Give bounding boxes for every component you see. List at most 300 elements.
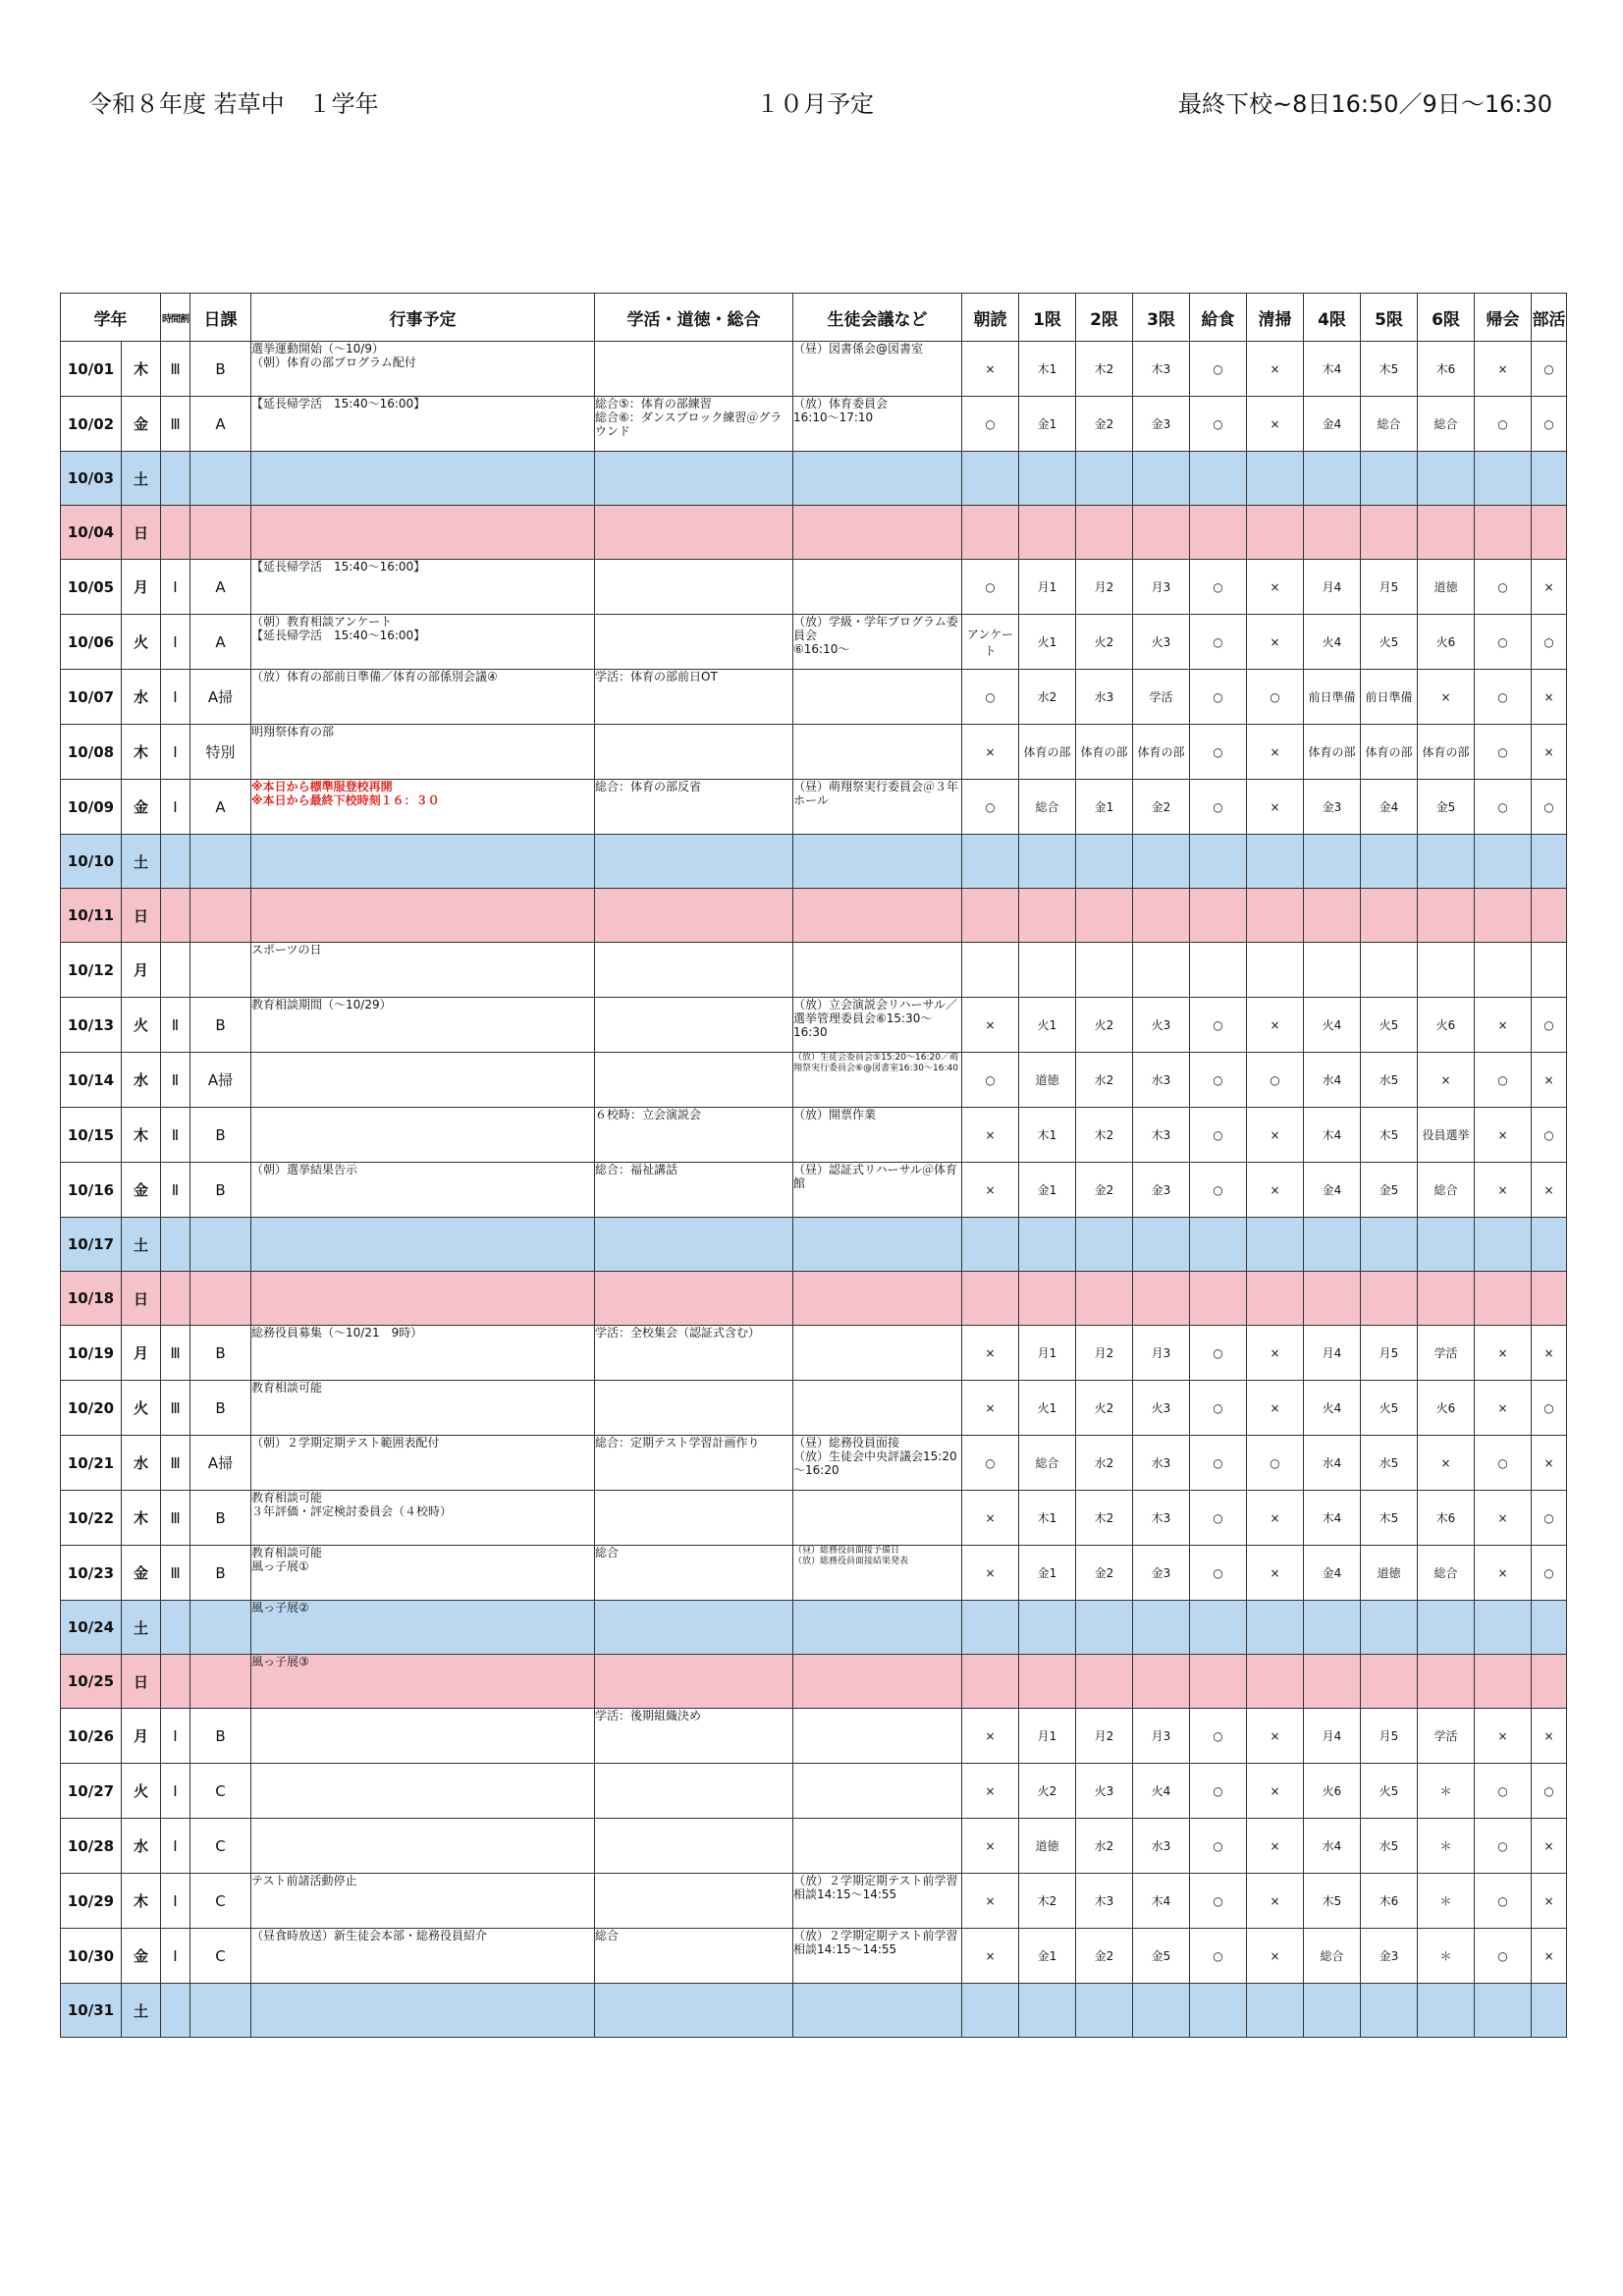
col-header-grade: 学年 (61, 294, 161, 342)
weekday-cell: 木 (122, 1874, 161, 1929)
homeroom-cell: 学活：体育の部前日OT (595, 670, 793, 725)
period-3-cell (1133, 506, 1190, 560)
date-cell: 10/22 (61, 1491, 122, 1546)
closing-cell: ○ (1475, 1764, 1532, 1819)
closing-cell: × (1475, 1491, 1532, 1546)
table-row (61, 342, 1567, 397)
period-4-cell (1304, 1218, 1361, 1272)
event-cell: スポーツの日 (251, 943, 595, 998)
timetable-cell (161, 835, 190, 889)
lunch-cell: ○ (1190, 1053, 1247, 1108)
period-3-cell: 金3 (1133, 397, 1190, 452)
club-cell: × (1532, 1326, 1567, 1381)
period-2-cell (1076, 1272, 1133, 1326)
council-cell: （放）２学期定期テスト前学習相談14:15～14:55 (793, 1874, 962, 1929)
lunch-cell: ○ (1190, 342, 1247, 397)
period-4-cell: 水4 (1304, 1053, 1361, 1108)
period-1-cell: 道徳 (1019, 1819, 1076, 1874)
daily-type-cell: A掃 (190, 1053, 251, 1108)
period-5-cell: 木5 (1361, 1491, 1418, 1546)
club-cell (1532, 943, 1567, 998)
timetable-cell: Ⅰ (161, 1819, 190, 1874)
weekday-cell: 日 (122, 1272, 161, 1326)
period-2-cell: 木2 (1076, 1491, 1133, 1546)
period-6-cell: ＊ (1418, 1929, 1475, 1984)
daily-type-cell (190, 889, 251, 943)
period-5-cell (1361, 943, 1418, 998)
col-header-period-2: 2限 (1076, 294, 1133, 342)
period-2-cell: 水2 (1076, 1436, 1133, 1491)
table-row (61, 725, 1567, 780)
closing-cell: ○ (1475, 1929, 1532, 1984)
period-3-cell (1133, 889, 1190, 943)
morning-reading-cell (962, 835, 1019, 889)
lunch-cell: ○ (1190, 1108, 1247, 1163)
council-cell (793, 1272, 962, 1326)
table-row (61, 1819, 1567, 1874)
weekday-cell: 水 (122, 1819, 161, 1874)
council-cell (793, 560, 962, 615)
period-5-cell (1361, 835, 1418, 889)
club-cell: × (1532, 725, 1567, 780)
header-month: １０月予定 (756, 90, 874, 118)
cleaning-cell: × (1247, 397, 1304, 452)
closing-cell: × (1475, 1709, 1532, 1764)
table-row (61, 615, 1567, 670)
weekday-cell: 日 (122, 889, 161, 943)
period-6-cell (1418, 1272, 1475, 1326)
period-6-cell (1418, 835, 1475, 889)
date-cell: 10/21 (61, 1436, 122, 1491)
period-6-cell: 火6 (1418, 998, 1475, 1053)
daily-type-cell (190, 1218, 251, 1272)
period-5-cell: 木5 (1361, 1108, 1418, 1163)
period-1-cell (1019, 1218, 1076, 1272)
period-3-cell (1133, 835, 1190, 889)
cleaning-cell: × (1247, 1381, 1304, 1436)
timetable-cell (161, 1218, 190, 1272)
morning-reading-cell (962, 1218, 1019, 1272)
cleaning-cell: ○ (1247, 1053, 1304, 1108)
event-cell: 教育相談可能 風っ子展① (251, 1546, 595, 1601)
period-3-cell (1133, 1218, 1190, 1272)
period-1-cell: 月1 (1019, 560, 1076, 615)
closing-cell: × (1475, 1163, 1532, 1218)
col-header-cleaning: 清掃 (1247, 294, 1304, 342)
lunch-cell: ○ (1190, 780, 1247, 835)
cleaning-cell: ○ (1247, 1436, 1304, 1491)
club-cell (1532, 1601, 1567, 1655)
council-cell (793, 670, 962, 725)
date-cell: 10/19 (61, 1326, 122, 1381)
period-5-cell: 体育の部 (1361, 725, 1418, 780)
weekday-cell: 金 (122, 1546, 161, 1601)
council-cell (793, 1655, 962, 1709)
col-header-period-4: 4限 (1304, 294, 1361, 342)
cleaning-cell (1247, 835, 1304, 889)
period-3-cell: 木3 (1133, 342, 1190, 397)
col-header-club: 部活 (1532, 294, 1567, 342)
daily-type-cell: B (190, 1326, 251, 1381)
period-1-cell: 木2 (1019, 1874, 1076, 1929)
table-row (61, 889, 1567, 943)
period-4-cell (1304, 1601, 1361, 1655)
period-1-cell (1019, 1601, 1076, 1655)
daily-type-cell (190, 1655, 251, 1709)
period-1-cell (1019, 1655, 1076, 1709)
period-4-cell (1304, 835, 1361, 889)
lunch-cell: ○ (1190, 397, 1247, 452)
club-cell: ○ (1532, 1764, 1567, 1819)
club-cell (1532, 889, 1567, 943)
morning-reading-cell: × (962, 1874, 1019, 1929)
period-6-cell (1418, 1655, 1475, 1709)
daily-type-cell: B (190, 1709, 251, 1764)
period-3-cell: 木3 (1133, 1491, 1190, 1546)
daily-type-cell: B (190, 998, 251, 1053)
period-3-cell (1133, 943, 1190, 998)
period-5-cell: 金3 (1361, 1929, 1418, 1984)
homeroom-cell (595, 998, 793, 1053)
homeroom-cell (595, 615, 793, 670)
col-header-timetable: 時間割 (161, 294, 190, 342)
council-cell (793, 1601, 962, 1655)
period-4-cell (1304, 1655, 1361, 1709)
header-dismissal-time: 最終下校~8日16:50／9日～16:30 (1178, 90, 1552, 118)
morning-reading-cell: × (962, 1381, 1019, 1436)
period-5-cell: 水5 (1361, 1819, 1418, 1874)
daily-type-cell (190, 1272, 251, 1326)
homeroom-cell (595, 943, 793, 998)
event-cell (251, 1053, 595, 1108)
morning-reading-cell: ○ (962, 560, 1019, 615)
council-cell (793, 1326, 962, 1381)
lunch-cell: ○ (1190, 1709, 1247, 1764)
club-cell: ○ (1532, 1546, 1567, 1601)
event-cell: （朝）教育相談アンケート 【延長帰学活 15:40～16:00】 (251, 615, 595, 670)
period-3-cell: 木3 (1133, 1108, 1190, 1163)
period-4-cell (1304, 889, 1361, 943)
closing-cell: ○ (1475, 725, 1532, 780)
closing-cell: × (1475, 1381, 1532, 1436)
col-header-period-3: 3限 (1133, 294, 1190, 342)
club-cell: ○ (1532, 998, 1567, 1053)
period-1-cell (1019, 1984, 1076, 2038)
daily-type-cell: B (190, 1546, 251, 1601)
date-cell: 10/31 (61, 1984, 122, 2038)
closing-cell: ○ (1475, 1053, 1532, 1108)
cleaning-cell (1247, 889, 1304, 943)
daily-type-cell: 特別 (190, 725, 251, 780)
club-cell: ○ (1532, 780, 1567, 835)
period-1-cell (1019, 506, 1076, 560)
date-cell: 10/09 (61, 780, 122, 835)
period-5-cell: 火5 (1361, 1764, 1418, 1819)
daily-type-cell: C (190, 1764, 251, 1819)
daily-type-cell (190, 835, 251, 889)
lunch-cell (1190, 1272, 1247, 1326)
period-2-cell: 金2 (1076, 397, 1133, 452)
daily-type-cell: B (190, 1108, 251, 1163)
homeroom-cell (595, 560, 793, 615)
club-cell (1532, 1218, 1567, 1272)
closing-cell (1475, 889, 1532, 943)
daily-type-cell: C (190, 1874, 251, 1929)
lunch-cell: ○ (1190, 1929, 1247, 1984)
lunch-cell (1190, 835, 1247, 889)
period-1-cell: 木1 (1019, 1108, 1076, 1163)
period-4-cell: 水4 (1304, 1436, 1361, 1491)
cleaning-cell: ○ (1247, 670, 1304, 725)
event-cell (251, 1984, 595, 2038)
council-cell: （放）開票作業 (793, 1108, 962, 1163)
event-cell (251, 889, 595, 943)
closing-cell: ○ (1475, 1436, 1532, 1491)
morning-reading-cell: × (962, 1108, 1019, 1163)
period-4-cell (1304, 1984, 1361, 2038)
weekday-cell: 月 (122, 1326, 161, 1381)
council-cell: （放）体育委員会 16:10～17:10 (793, 397, 962, 452)
period-1-cell: 月1 (1019, 1709, 1076, 1764)
club-cell (1532, 506, 1567, 560)
date-cell: 10/14 (61, 1053, 122, 1108)
period-6-cell: 学活 (1418, 1709, 1475, 1764)
closing-cell (1475, 1272, 1532, 1326)
period-1-cell: 火2 (1019, 1764, 1076, 1819)
weekday-cell: 金 (122, 1929, 161, 1984)
date-cell: 10/13 (61, 998, 122, 1053)
cleaning-cell: × (1247, 1819, 1304, 1874)
club-cell: ○ (1532, 397, 1567, 452)
weekday-cell: 土 (122, 1601, 161, 1655)
date-cell: 10/12 (61, 943, 122, 998)
timetable-cell: Ⅲ (161, 1381, 190, 1436)
period-1-cell: 火1 (1019, 1381, 1076, 1436)
period-2-cell: 水2 (1076, 1053, 1133, 1108)
council-cell (793, 889, 962, 943)
closing-cell (1475, 835, 1532, 889)
october-schedule-table (60, 293, 1567, 2038)
date-cell: 10/05 (61, 560, 122, 615)
event-cell: ※本日から標準服登校再開 ※本日から最終下校時刻１６：３０ (251, 780, 595, 835)
period-6-cell (1418, 506, 1475, 560)
lunch-cell: ○ (1190, 1874, 1247, 1929)
period-1-cell: 体育の部 (1019, 725, 1076, 780)
club-cell: × (1532, 1819, 1567, 1874)
timetable-cell: Ⅰ (161, 725, 190, 780)
period-1-cell (1019, 889, 1076, 943)
club-cell (1532, 1984, 1567, 2038)
period-4-cell: 前日準備 (1304, 670, 1361, 725)
period-2-cell (1076, 889, 1133, 943)
daily-type-cell: C (190, 1819, 251, 1874)
homeroom-cell: 学活：全校集会（認証式含む） (595, 1326, 793, 1381)
event-cell: 風っ子展③ (251, 1655, 595, 1709)
council-cell (793, 452, 962, 506)
club-cell: × (1532, 1053, 1567, 1108)
morning-reading-cell (962, 1984, 1019, 2038)
lunch-cell (1190, 1601, 1247, 1655)
club-cell: ○ (1532, 1381, 1567, 1436)
weekday-cell: 金 (122, 780, 161, 835)
period-3-cell: 火3 (1133, 1381, 1190, 1436)
period-1-cell (1019, 943, 1076, 998)
period-6-cell: 金5 (1418, 780, 1475, 835)
period-3-cell: 月3 (1133, 1326, 1190, 1381)
morning-reading-cell: × (962, 342, 1019, 397)
event-cell (251, 1819, 595, 1874)
cleaning-cell (1247, 1272, 1304, 1326)
period-6-cell: 総合 (1418, 1163, 1475, 1218)
period-2-cell: 木2 (1076, 342, 1133, 397)
period-6-cell: 道徳 (1418, 560, 1475, 615)
period-1-cell: 月1 (1019, 1326, 1076, 1381)
period-4-cell: 金4 (1304, 397, 1361, 452)
timetable-cell: Ⅲ (161, 1326, 190, 1381)
col-header-council: 生徒会議など (793, 294, 962, 342)
period-1-cell: 水2 (1019, 670, 1076, 725)
event-cell (251, 1764, 595, 1819)
col-header-events: 行事予定 (251, 294, 595, 342)
period-6-cell: 火6 (1418, 1381, 1475, 1436)
period-3-cell (1133, 1984, 1190, 2038)
table-row (61, 1272, 1567, 1326)
period-5-cell: 木6 (1361, 1874, 1418, 1929)
period-3-cell: 水3 (1133, 1053, 1190, 1108)
period-1-cell: 金1 (1019, 1163, 1076, 1218)
table-row (61, 560, 1567, 615)
closing-cell: ○ (1475, 560, 1532, 615)
club-cell: × (1532, 560, 1567, 615)
homeroom-cell (595, 1874, 793, 1929)
date-cell: 10/15 (61, 1108, 122, 1163)
table-row (61, 835, 1567, 889)
period-1-cell: 木1 (1019, 1491, 1076, 1546)
period-1-cell: 火1 (1019, 615, 1076, 670)
cleaning-cell: × (1247, 615, 1304, 670)
daily-type-cell: B (190, 1491, 251, 1546)
date-cell: 10/28 (61, 1819, 122, 1874)
period-2-cell: 火2 (1076, 998, 1133, 1053)
timetable-cell: Ⅰ (161, 615, 190, 670)
weekday-cell: 水 (122, 1436, 161, 1491)
homeroom-cell (595, 1984, 793, 2038)
date-cell: 10/10 (61, 835, 122, 889)
weekday-cell: 金 (122, 397, 161, 452)
event-cell (251, 1218, 595, 1272)
table-row (61, 780, 1567, 835)
lunch-cell: ○ (1190, 560, 1247, 615)
council-cell (793, 1218, 962, 1272)
date-cell: 10/04 (61, 506, 122, 560)
homeroom-cell: 総合 (595, 1929, 793, 1984)
period-6-cell: × (1418, 1436, 1475, 1491)
col-header-period-1: 1限 (1019, 294, 1076, 342)
morning-reading-cell (962, 1601, 1019, 1655)
period-3-cell: 金3 (1133, 1546, 1190, 1601)
morning-reading-cell: × (962, 1163, 1019, 1218)
period-4-cell: 総合 (1304, 1929, 1361, 1984)
timetable-cell: Ⅰ (161, 1709, 190, 1764)
council-cell (793, 835, 962, 889)
period-2-cell: 水3 (1076, 670, 1133, 725)
morning-reading-cell: × (962, 1491, 1019, 1546)
period-5-cell: 火5 (1361, 998, 1418, 1053)
cleaning-cell: × (1247, 1491, 1304, 1546)
homeroom-cell: 総合⑤：体育の部練習 総合⑥：ダンスブロック練習＠グラウンド (595, 397, 793, 452)
timetable-cell: Ⅱ (161, 1108, 190, 1163)
club-cell: ○ (1532, 1491, 1567, 1546)
event-cell (251, 452, 595, 506)
council-cell: （放）２学期定期テスト前学習相談14:15～14:55 (793, 1929, 962, 1984)
daily-type-cell: A掃 (190, 670, 251, 725)
weekday-cell: 水 (122, 1053, 161, 1108)
timetable-cell: Ⅱ (161, 998, 190, 1053)
closing-cell: ○ (1475, 615, 1532, 670)
period-4-cell: 木4 (1304, 342, 1361, 397)
table-row (61, 1436, 1567, 1491)
closing-cell: ○ (1475, 397, 1532, 452)
period-2-cell (1076, 1218, 1133, 1272)
period-1-cell: 総合 (1019, 780, 1076, 835)
lunch-cell: ○ (1190, 1491, 1247, 1546)
homeroom-cell: ６校時：立会演説会 (595, 1108, 793, 1163)
homeroom-cell (595, 1601, 793, 1655)
period-6-cell: 総合 (1418, 1546, 1475, 1601)
date-cell: 10/30 (61, 1929, 122, 1984)
period-3-cell: 金5 (1133, 1929, 1190, 1984)
homeroom-cell: 総合：福祉講話 (595, 1163, 793, 1218)
table-header-row (61, 294, 1567, 342)
daily-type-cell: A (190, 780, 251, 835)
event-cell: （昼食時放送）新生徒会本部・総務役員紹介 (251, 1929, 595, 1984)
daily-type-cell (190, 506, 251, 560)
table-row (61, 397, 1567, 452)
period-6-cell: 体育の部 (1418, 725, 1475, 780)
table-row (61, 1929, 1567, 1984)
council-cell (793, 1764, 962, 1819)
weekday-cell: 月 (122, 560, 161, 615)
cleaning-cell: × (1247, 1764, 1304, 1819)
club-cell: × (1532, 1163, 1567, 1218)
date-cell: 10/27 (61, 1764, 122, 1819)
daily-type-cell: B (190, 1163, 251, 1218)
period-1-cell (1019, 835, 1076, 889)
morning-reading-cell: ○ (962, 397, 1019, 452)
club-cell: × (1532, 1709, 1567, 1764)
period-1-cell: 総合 (1019, 1436, 1076, 1491)
period-2-cell (1076, 1601, 1133, 1655)
timetable-cell (161, 452, 190, 506)
period-1-cell: 金1 (1019, 1929, 1076, 1984)
morning-reading-cell: × (962, 1929, 1019, 1984)
period-2-cell: 火3 (1076, 1764, 1133, 1819)
club-cell (1532, 452, 1567, 506)
lunch-cell: ○ (1190, 1546, 1247, 1601)
closing-cell (1475, 1984, 1532, 2038)
daily-type-cell (190, 452, 251, 506)
table-row (61, 943, 1567, 998)
weekday-cell: 火 (122, 615, 161, 670)
table-row (61, 1655, 1567, 1709)
homeroom-cell: 総合：体育の部反省 (595, 780, 793, 835)
lunch-cell: ○ (1190, 725, 1247, 780)
date-cell: 10/17 (61, 1218, 122, 1272)
period-6-cell: × (1418, 670, 1475, 725)
daily-type-cell: A (190, 560, 251, 615)
weekday-cell: 金 (122, 1163, 161, 1218)
period-4-cell: 金3 (1304, 780, 1361, 835)
